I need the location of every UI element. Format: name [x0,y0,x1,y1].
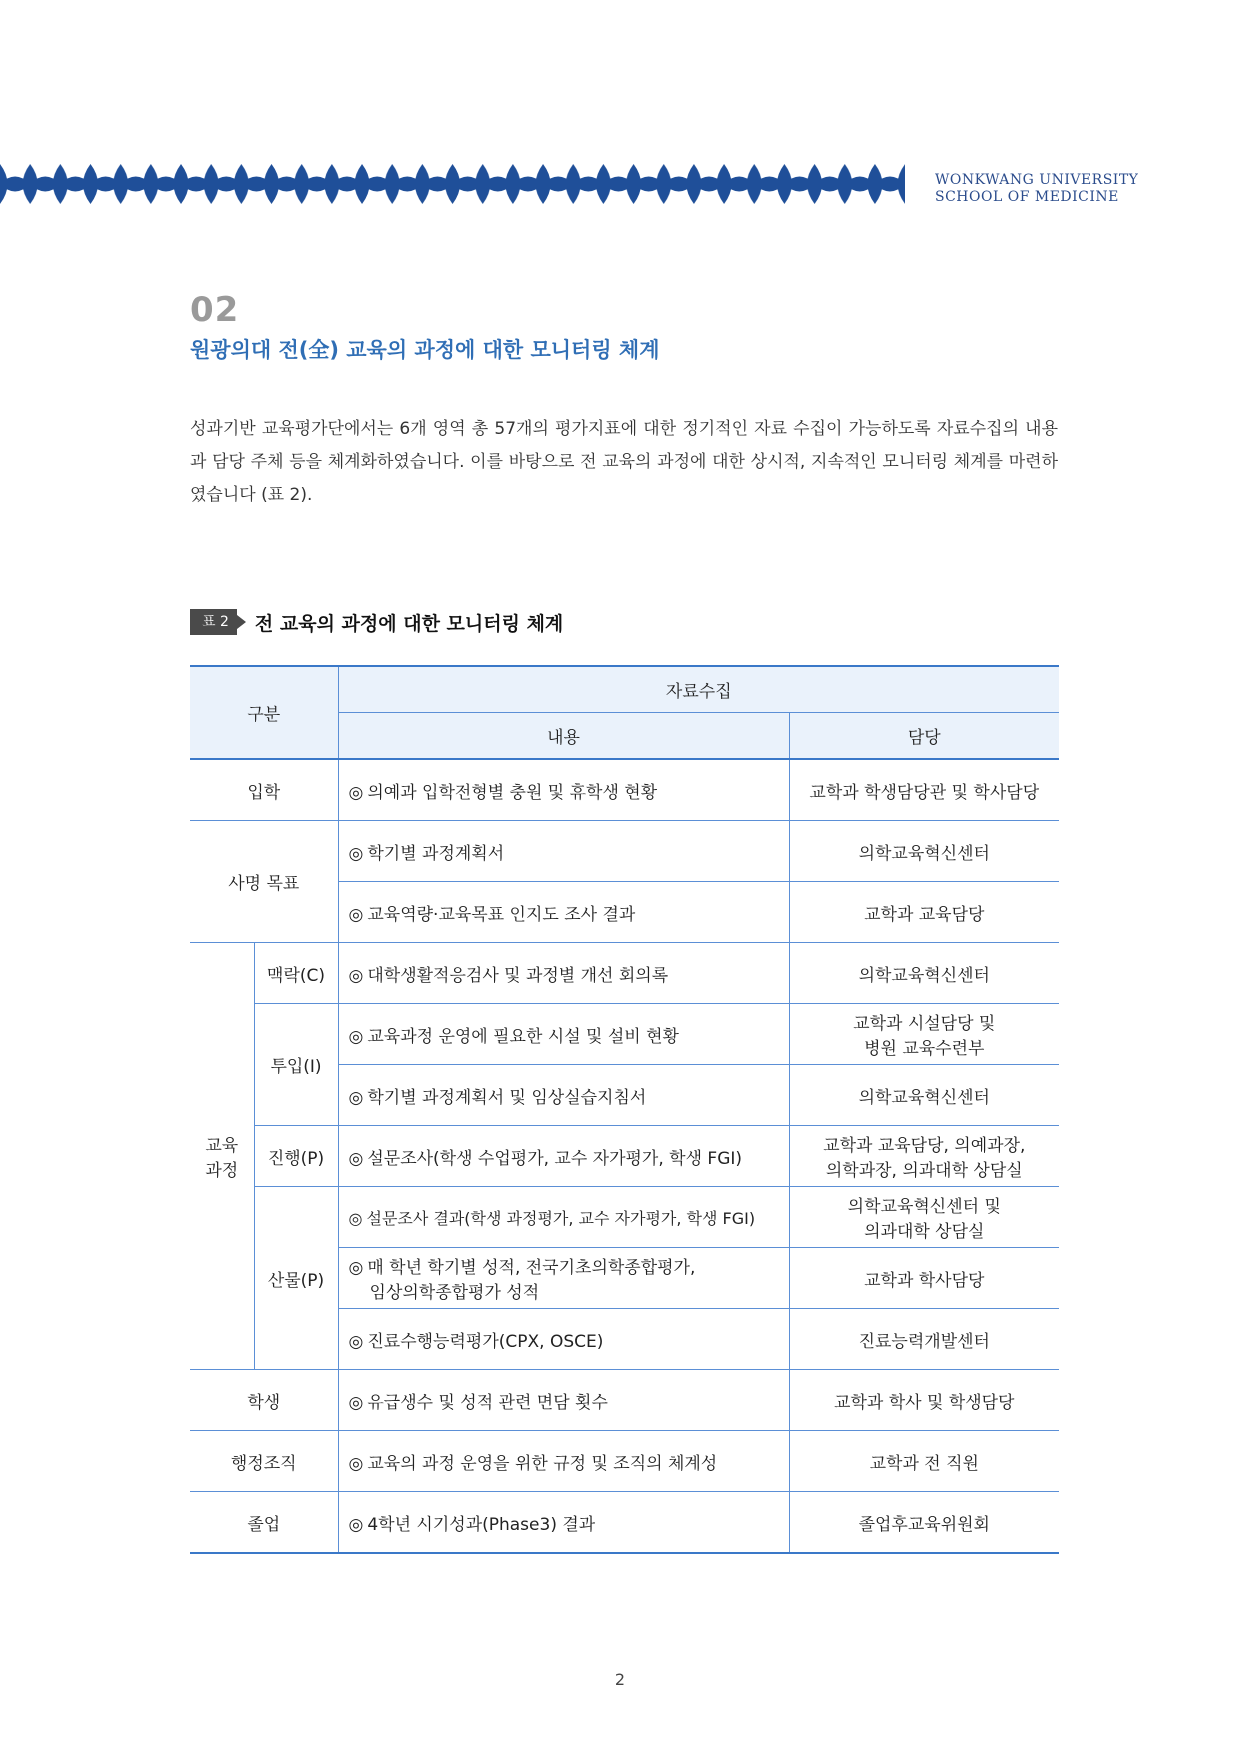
bullet-icon: ◎ [348,1514,364,1535]
row-content: ◎ 설문조사(학생 수업평가, 교수 자가평가, 학생 FGI) [338,1126,789,1187]
table-row [190,1431,1059,1492]
row-owner: 졸업후교육위원회 [789,1492,1059,1554]
row-label-curriculum: 교육 과정 [190,943,254,1370]
university-name [935,172,1138,206]
row-label: 졸업 [190,1492,338,1554]
page-number: 2 [614,1670,626,1689]
bullet-icon: ◎ [348,843,364,864]
table-row [190,1492,1059,1554]
row-label: 행정조직 [190,1431,338,1492]
header-collection: 자료수집 [338,666,1059,713]
table-row [190,1370,1059,1431]
bullet-icon: ◎ [348,1331,364,1352]
section-title: 원광의대 전(全) 교육의 과정에 대한 모니터링 체계 [190,338,660,362]
table-row [190,759,1059,821]
table-header-row [190,666,1059,713]
table-tag: 표 2 [190,609,237,635]
bullet-icon: ◎ [348,904,364,925]
bullet-icon: ◎ [348,1453,364,1474]
row-owner: 교학과 학사 및 학생담당 [789,1370,1059,1431]
row-owner: 의학교육혁신센터 및 의과대학 상담실 [789,1187,1059,1248]
bullet-icon: ◎ [348,965,364,986]
row-owner: 교학과 학사담당 [789,1248,1059,1309]
row-label: 학생 [190,1370,338,1431]
row-sublabel: 맥락(C) [254,943,338,1004]
table-caption [190,608,563,636]
row-owner: 교학과 전 직원 [789,1431,1059,1492]
row-content: ◎ 대학생활적응검사 및 과정별 개선 회의록 [338,943,789,1004]
header-owner: 담당 [789,713,1059,760]
bullet-icon: ◎ [348,1208,363,1228]
table-row [190,1126,1059,1187]
section-number: 02 [190,290,240,330]
row-owner: 의학교육혁신센터 [789,1065,1059,1126]
row-content: ◎ 학기별 과정계획서 [338,821,789,882]
bullet-icon: ◎ [348,1392,364,1413]
table-row [190,821,1059,882]
row-sublabel: 산물(P) [254,1187,338,1370]
row-content: ◎ 진료수행능력평가(CPX, OSCE) [338,1309,789,1370]
intro-text: 성과기반 교육평가단에서는 6개 영역 총 57개의 평가지표에 대한 정기적인 자료 수집이 가능하도록 자료수집의 내용과 담당 주체 등을 체계화하였습니다. 이를 바탕으로 전 교육의 과정에 대한 상시적, 지속적인 모니터링 체계를 마련하였습니다 (표 2). [190,419,1058,505]
bullet-icon: ◎ [348,1258,364,1278]
table-row [190,1004,1059,1065]
row-sublabel: 투입(I) [254,1004,338,1126]
row-owner: 교학과 학생담당관 및 학사담당 [789,759,1059,821]
row-content: ◎ 설문조사 결과(학생 과정평가, 교수 자가평가, 학생 FGI) [338,1187,789,1248]
bullet-icon: ◎ [348,1148,364,1169]
table-row [190,1187,1059,1248]
row-owner: 교학과 교육담당, 의예과장, 의학과장, 의과대학 상담실 [789,1126,1059,1187]
intro-paragraph [190,413,1058,512]
row-content: ◎ 교육의 과정 운영을 위한 규정 및 조직의 체계성 [338,1431,789,1492]
header-category: 구분 [190,666,338,759]
row-content: ◎ 매 학년 학기별 성적, 전국기초의학종합평가, 임상의학종합평가 성적 [338,1248,789,1309]
row-owner: 교학과 시설담당 및 병원 교육수련부 [789,1004,1059,1065]
table-row [190,943,1059,1004]
bullet-icon: ◎ [348,782,364,803]
row-content: ◎ 교육역량·교육목표 인지도 조사 결과 [338,882,789,943]
row-content: ◎ 의예과 입학전형별 충원 및 휴학생 현황 [338,759,789,821]
row-label: 입학 [190,759,338,821]
row-label: 사명 목표 [190,821,338,943]
table-caption-title: 전 교육의 과정에 대한 모니터링 체계 [254,612,564,635]
decorative-pattern-band [0,164,905,204]
row-content: ◎ 학기별 과정계획서 및 임상실습지침서 [338,1065,789,1126]
row-owner: 의학교육혁신센터 [789,943,1059,1004]
row-owner: 진료능력개발센터 [789,1309,1059,1370]
university-line1: WONKWANG UNIVERSITY [935,172,1139,188]
bullet-icon: ◎ [348,1087,364,1108]
bullet-icon: ◎ [348,1026,364,1047]
row-content: ◎ 교육과정 운영에 필요한 시설 및 설비 현황 [338,1004,789,1065]
university-line2: SCHOOL OF MEDICINE [935,189,1119,205]
row-content: ◎ 4학년 시기성과(Phase3) 결과 [338,1492,789,1554]
row-sublabel: 진행(P) [254,1126,338,1187]
monitoring-table [190,665,1059,1554]
row-owner: 교학과 교육담당 [789,882,1059,943]
row-content: ◎ 유급생수 및 성적 관련 면담 횟수 [338,1370,789,1431]
header-content: 내용 [338,713,789,760]
row-owner: 의학교육혁신센터 [789,821,1059,882]
